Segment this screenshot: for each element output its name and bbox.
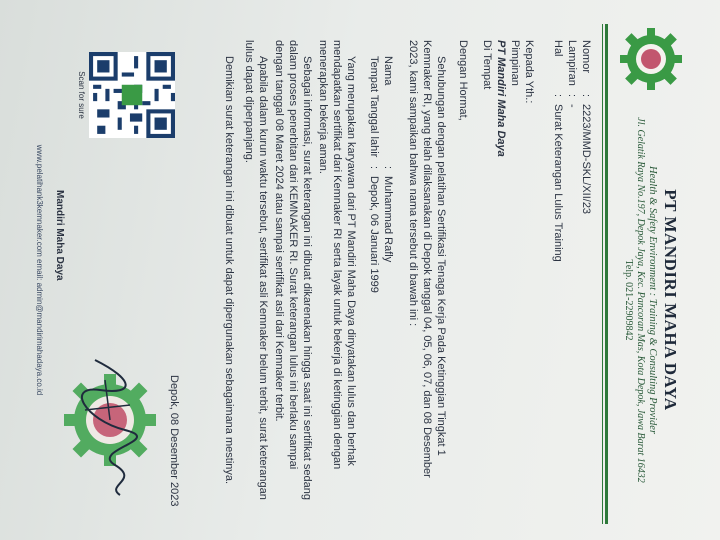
nomor-row xyxy=(580,40,592,214)
ttl-colon: : xyxy=(368,166,380,170)
nomor-label: Nomor xyxy=(580,40,592,74)
company-tagline: Health & Safety Environment : Training & Consulting Provider xyxy=(647,165,658,435)
intro-text: Sehubungan dengan pelatihan Sertifikasi Tenaga Kerja Pada Ketinggian Tingkat 1 Kemnaker RI, yang telah dilaksanakan di Depok tanggal 04, 05, 06, 07, dan 08 Desember 2023, kami sampaikan bahwa nama tersebut di bawah ini : xyxy=(407,40,447,478)
paragraph-3-text: Apabila dalam kurun waktu tersebut, sertifikat asli Kemnaker belum terbit, surat keterangan lulus dapat diperpanjang. xyxy=(243,40,269,500)
recipient-line: Pimpinan xyxy=(509,40,521,86)
greeting-text: Dengan Hormat, xyxy=(457,40,469,121)
hal-value: Surat Keterangan Lulus Training xyxy=(552,104,564,262)
hal-label: Hal xyxy=(552,40,564,57)
paragraph-1-text: Yang merupakan karyawan dari PT Mandiri Maha Daya dinyatakan lulus dan berhak mendapatkan sertifikat dari Kemnaker RI serta layak untuk bekerja di ketinggian dengan menerapkan bekerja aman. xyxy=(317,40,357,470)
paragraph-3 xyxy=(242,40,270,500)
qr-code-icon xyxy=(89,52,175,138)
paragraph-2-text: Sebagai informasi, surat keterangan ini dibuat dikarenakan hingga saat ini sertifikat sedang dalam proses penerbitan dari KEMNAKER RI. Surat keterangan lulus ini berlaku sampai dengan tanggal 08 Maret 2024 atau sampai sertifikat asli dari Kemnaker terbit. xyxy=(273,40,313,500)
closing-paragraph xyxy=(222,40,236,500)
recipient-line: Di Tempat xyxy=(481,40,493,90)
company-address: Jl. Gelatik Raya No.197, Depok Jaya, Kec. Pancoran Mas, Kota Depok, Jawa Barat 16432 xyxy=(635,117,646,483)
company-name: PT MANDIRI MAHA DAYA xyxy=(661,189,680,411)
letterhead-rule-thin xyxy=(602,24,603,524)
company-logo-icon xyxy=(618,26,684,92)
recipient-block xyxy=(480,40,536,500)
paragraph-1 xyxy=(316,40,358,500)
ttl-label: Tempat Tanggal lahir xyxy=(368,56,380,158)
recipient-line: Kepada Yth.: xyxy=(523,40,535,104)
signatory-name: Mandiri Maha Daya xyxy=(54,190,65,281)
letterhead-rule xyxy=(605,24,608,524)
nama-row xyxy=(382,56,394,262)
qr-caption: Scan for sure xyxy=(77,71,86,119)
ttl-row xyxy=(368,56,380,293)
nama-value: Muhammad Rafly xyxy=(382,176,394,263)
intro-paragraph xyxy=(406,40,448,500)
lampiran-colon: : xyxy=(566,94,578,98)
nama-label: Nama xyxy=(382,56,394,86)
footer-contact: www.pelatihank3kemnaker.com email: admin@mandirimahadaya.co.id xyxy=(35,144,44,396)
paragraph-2 xyxy=(272,40,314,500)
company-telephone: Telp. 021-22909842 xyxy=(623,259,634,341)
letterhead xyxy=(623,110,680,490)
recipient-company: PT Mandiri Maha Daya xyxy=(495,40,507,157)
nama-colon: : xyxy=(382,166,394,170)
hal-colon: : xyxy=(552,94,564,98)
nomor-colon: : xyxy=(580,94,592,98)
lampiran-row xyxy=(566,40,578,108)
handwritten-signature xyxy=(75,350,145,500)
place-date: Depok, 08 Desember 2023 xyxy=(168,375,180,507)
greeting xyxy=(456,40,470,500)
closing-text: Demikian surat keterangan ini dibuat untuk dapat dipergunakan sebagaimana mestinya. xyxy=(223,56,235,485)
lampiran-label: Lampiran xyxy=(566,40,578,86)
lampiran-value: - xyxy=(566,104,578,108)
ttl-value: Depok, 06 Januari 1999 xyxy=(368,176,380,293)
hal-row xyxy=(552,40,564,262)
nomor-value: 2223/MMD-SKL/XII/23 xyxy=(580,104,592,215)
